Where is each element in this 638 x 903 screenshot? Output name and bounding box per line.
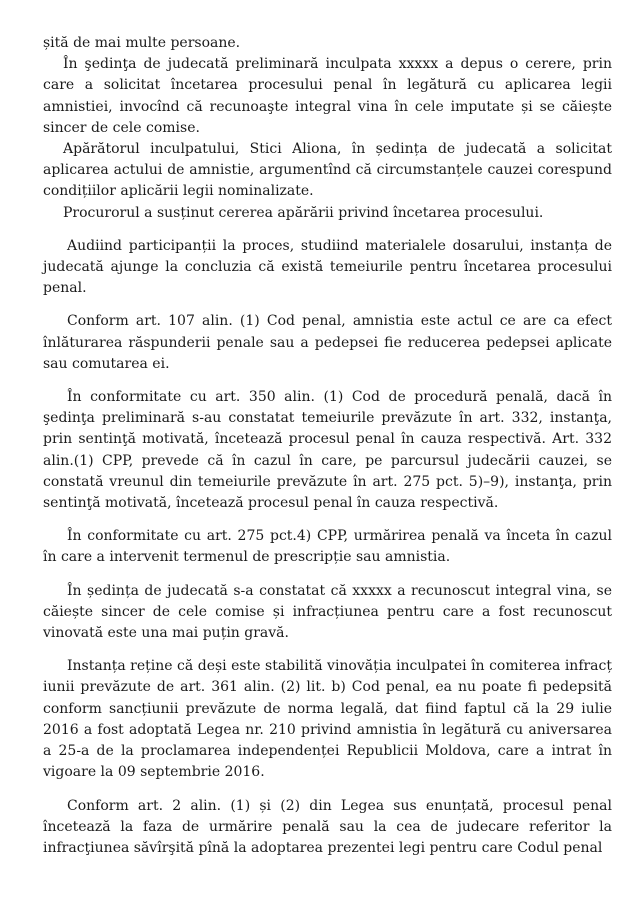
paragraph-prosecutor-position: Procurorul a susținut cererea apărării privind încetarea procesului. <box>63 204 544 221</box>
paragraph-art-275: În conformitate cu art. 275 pct.4) CPP, urmărirea penală va înceta în cazul în care a intervenit termenul de prescripție sau amnistia. <box>43 528 612 566</box>
paragraph-law-art-2: Conform art. 2 alin. (1) și (2) din Legea sus enunțată, procesul penal încetează la faza de urmărire penală sau la cea de judecare referitor la infracţiunea săvîrşită pînă la adoptarea prezentei legi pentru care Codul penal <box>43 797 612 856</box>
paragraph-guilt-recognized: În ședința de judecată s-a constatat că xxxxx a recunoscut integral vina, se căiește sincer de cele comise și infracțiunea pentru care a fost recunoscut vinovată este una mai puțin gravă. <box>43 582 612 642</box>
paragraph-amnesty-law: Instanța reține că deși este stabilită vinovăția inculpatei în comiterea infracț iunii prevăzute de art. 361 alin. (2) lit. b) Cod penal, ea nu poate fi pedepsită conform sancțiunii prevăzute de norma legală, dat fiind faptul că la 29 iulie 2016 a fost adoptată Legea nr. 210 privind amnistia în legătură cu aniversarea a 25-a de la proclamarea independenței Republicii Moldova, care a intrat în vigoare la 09 septembrie 2016. <box>43 658 612 781</box>
paragraph-court-conclusion: Audiind participanții la proces, studiind materialele dosarului, instanța de judecată ajunge la concluzia că există temeiurile pentru încetarea procesului penal. <box>43 237 612 297</box>
document-page <box>43 33 612 859</box>
paragraph-continuation: șită de mai multe persoane. <box>43 35 241 51</box>
paragraph-defendant-request: În şedinţa de judecată preliminară inculpata xxxxx a depus o cerere, prin care a solicitat încetarea procesului penal în legătură cu aplicarea legii amnistiei, invocînd că recunoaşte integral vina în cele imputate și se căiește sincer de cele comise. <box>43 56 612 136</box>
paragraph-art-350: În conformitate cu art. 350 alin. (1) Cod de procedură penală, dacă în şedinţa preliminară s-au constatat temeiurile prevăzute în art. 332, instanţa, prin sentinţă motivată, încetează procesul penal în cauza respectivă. Art. 332 alin.(1) CPP, prevede că în cazul în care, pe parcursul judecării cauzei, se constată vreunul din temeiurile prevăzute în art. 275 pct. 5)–9), instanţa, prin sentinţă motivată, încetează procesul penal în cauza respectivă. <box>43 389 612 512</box>
paragraph-art-107: Conform art. 107 alin. (1) Cod penal, amnistia este actul ce are ca efect înlăturarea răspunderii penale sau a pedepsei fie reducerea pedepsei aplicate sau comutarea ei. <box>43 313 612 372</box>
paragraph-defense-request: Apărătorul inculpatului, Stici Aliona, în ședința de judecată a solicitat aplicarea actului de amnistie, argumentînd că circumstanțele cauzei corespund condițiilor aplicării legii nominalizate. <box>43 141 612 200</box>
